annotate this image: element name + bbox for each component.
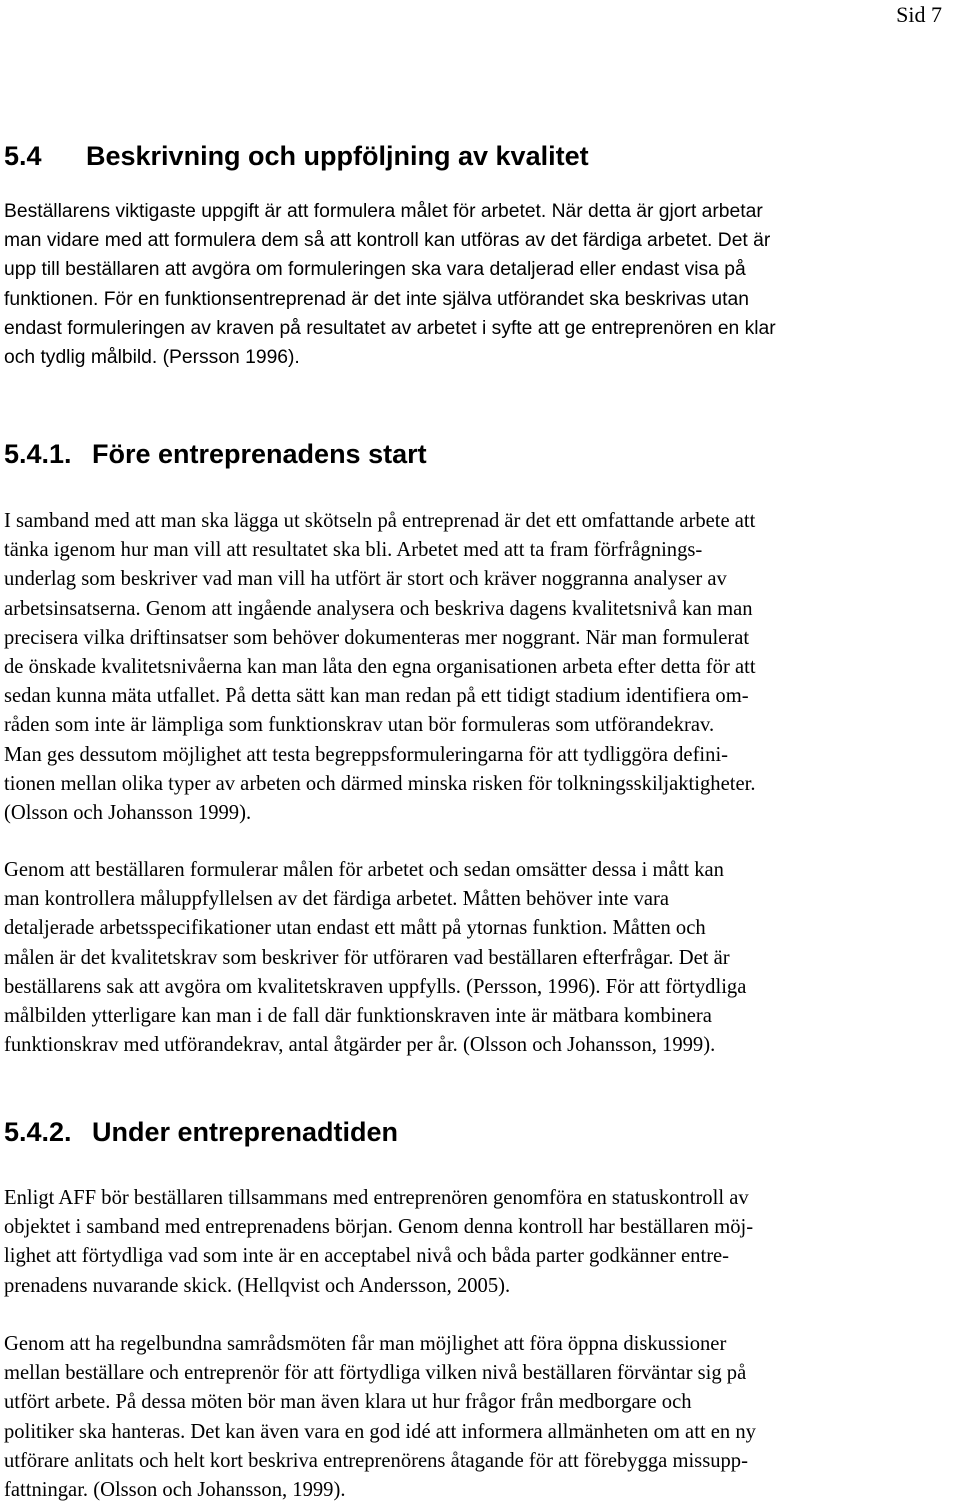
text-line: (Olsson och Johansson 1999). xyxy=(4,802,252,825)
text-line: beställarens sak att avgöra om kvalitetskraven uppfylls. (Persson, 1996). För att förtydliga xyxy=(4,975,747,998)
text-line: Genom att beställaren formulerar målen för arbetet och sedan omsätter dessa i mått kan xyxy=(4,859,724,881)
text-line: Beställarens viktigaste uppgift är att formulera målet för arbetet. När detta är gjort arbetar xyxy=(4,201,763,222)
text-line: tionen mellan olika typer av arbeten och därmed minska risken för tolkningsskiljaktigheter. xyxy=(4,772,756,795)
text-line: endast formuleringen av kraven på resultatet av arbetet i syfte att ge entreprenören en klar xyxy=(4,317,776,339)
text-line: man kontrollera måluppfyllelsen av det färdiga arbetet. Måtten behöver inte vara xyxy=(4,888,670,911)
section-5-4-1-paragraph-2 xyxy=(4,856,928,1060)
text-line: utförare anlitats och helt kort beskriva entreprenörens åtagande för att förebygga missupp- xyxy=(4,1449,748,1472)
text-line: tänka igenom hur man vill att resultatet ska bli. Arbetet med att ta fram förfrågnings- xyxy=(4,539,703,562)
section-5-4-1-paragraph-1 xyxy=(4,507,928,828)
text-line: funktionen. För en funktionsentreprenad är det inte själva utförandet ska beskrivas utan xyxy=(4,288,749,310)
section-number: 5.4.1. xyxy=(4,439,72,469)
text-line: prenadens nuvarande skick. (Hellqvist och Andersson, 2005). xyxy=(4,1274,511,1297)
text-line: detaljerade arbetsspecifikationer utan endast ett mått på ytornas funktion. Måtten och xyxy=(4,917,706,940)
section-number: 5.4 xyxy=(4,141,42,171)
text-line: mellan beställare och entreprenör för att förtydliga vilken nivå beställaren förväntar sig på xyxy=(4,1362,747,1385)
text-line: man vidare med att formulera dem så att kontroll kan utföras av det färdiga arbetet. Det är xyxy=(4,230,771,252)
page-number: Sid 7 xyxy=(896,2,942,27)
text-line: och tydlig målbild. (Persson 1996). xyxy=(4,347,300,369)
text-line: sedan kunna mäta utfallet. På detta sätt kan man redan på ett tidigt stadium identifiera om- xyxy=(4,685,749,708)
text-line: underlag som beskriver vad man vill ha utfört är stort och kräver noggranna analyser av xyxy=(4,568,727,591)
text-line: råden som inte är lämpliga som funktionskrav utan bör formuleras som utförandekrav. xyxy=(4,714,715,737)
text-line: de önskade kvalitetsnivåerna kan man låta den egna organisationen arbeta efter detta för att xyxy=(4,656,756,679)
section-heading-5-4-2 xyxy=(4,1116,398,1148)
section-5-4-2-paragraph-2 xyxy=(4,1330,928,1505)
section-5-4-paragraph-1 xyxy=(4,197,928,372)
text-line: fattningar. (Olsson och Johansson, 1999). xyxy=(4,1479,346,1502)
text-line: precisera vilka driftinsatser som behöver dokumenteras mer noggrant. När man formulerat xyxy=(4,626,750,649)
section-title: Beskrivning och uppföljning av kvalitet xyxy=(86,141,589,171)
text-line: objektet i samband med entreprenadens början. Genom denna kontroll har beställaren möj- xyxy=(4,1216,754,1239)
text-line: målen är det kvalitetskrav som beskriver för utföraren vad beställaren efterfrågar. Det är xyxy=(4,946,730,969)
text-line: funktionskrav med utförandekrav, antal åtgärder per år. (Olsson och Johansson, 1999). xyxy=(4,1034,716,1057)
text-line: upp till beställaren att avgöra om formuleringen ska vara detaljerad eller endast visa på xyxy=(4,259,746,281)
section-title: Under entreprenadtiden xyxy=(92,1117,399,1147)
text-line: Genom att ha regelbundna samrådsmöten får man möjlighet att föra öppna diskussioner xyxy=(4,1333,727,1355)
section-heading-5-4-1 xyxy=(4,438,427,470)
text-line: lighet att förtydliga vad som inte är en acceptabel nivå och båda parter godkänner entre- xyxy=(4,1245,730,1268)
text-line: politiker ska hanteras. Det kan även vara en god idé att informera allmänheten om att en ny xyxy=(4,1420,756,1443)
section-heading-5-4 xyxy=(4,140,589,172)
text-line: Man ges dessutom möjlighet att testa begreppsformuleringarna för att tydliggöra defini- xyxy=(4,743,729,766)
text-line: utfört arbete. På dessa möten bör man även klara ut hur frågor från medborgare och xyxy=(4,1391,692,1414)
section-number: 5.4.2. xyxy=(4,1117,72,1147)
text-line: I samband med att man ska lägga ut skötseln på entreprenad är det ett omfattande arbete att xyxy=(4,510,756,532)
section-title: Före entreprenadens start xyxy=(92,439,427,469)
text-line: Enligt AFF bör beställaren tillsammans med entreprenören genomföra en statuskontroll av xyxy=(4,1187,749,1209)
text-line: målbilden ytterligare kan man i de fall där funktionskraven inte är mätbara kombinera xyxy=(4,1005,712,1028)
text-line: arbetsinsatserna. Genom att ingående analysera och beskriva dagens kvalitetsnivå kan man xyxy=(4,597,753,620)
section-5-4-2-paragraph-1 xyxy=(4,1184,928,1301)
